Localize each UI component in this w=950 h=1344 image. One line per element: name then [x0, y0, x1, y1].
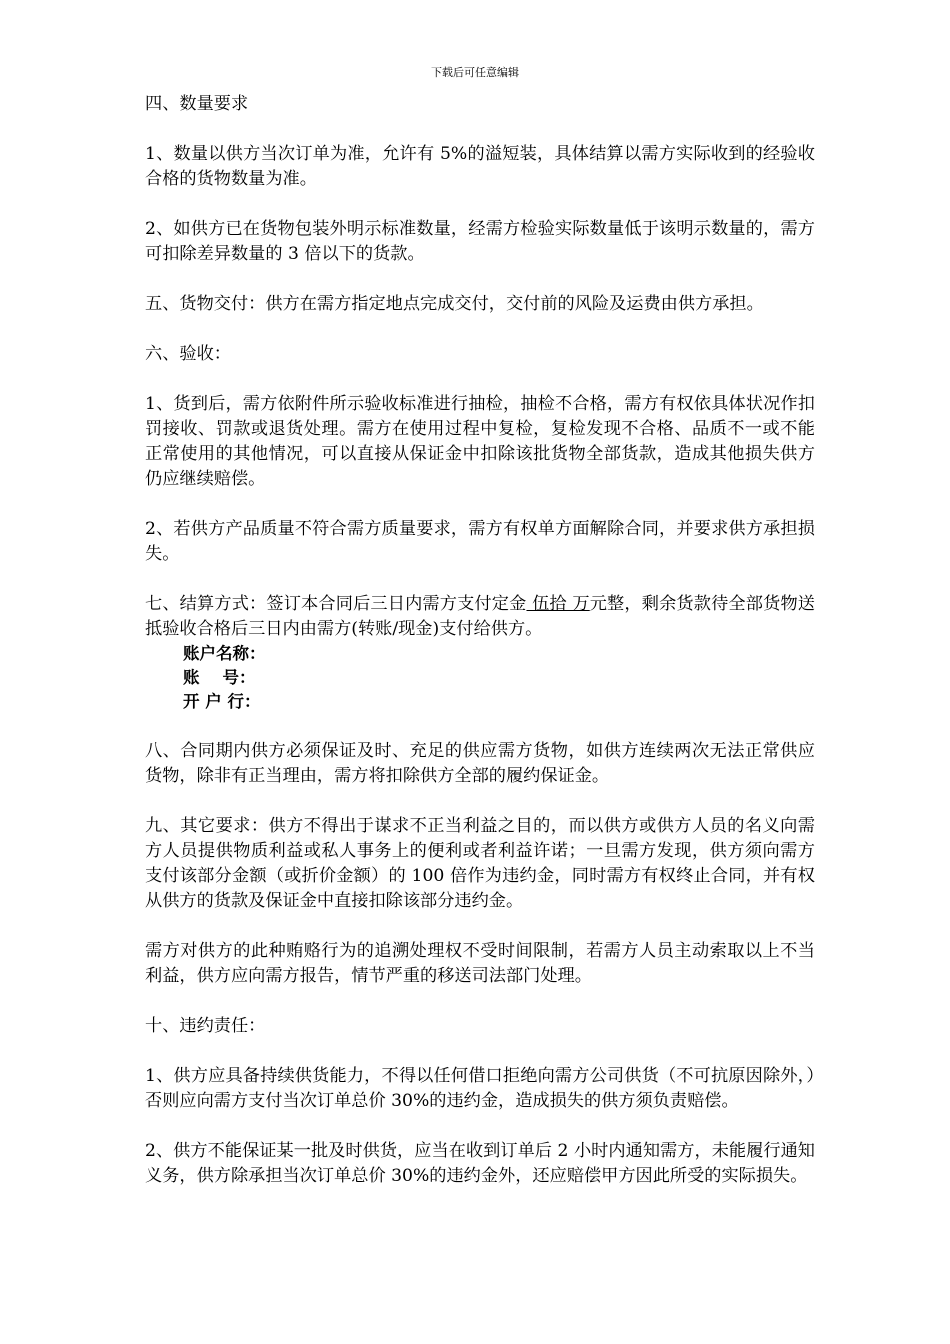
section-4-clause-1: 1、数量以供方当次订单为准，允许有 5%的溢短装，具体结算以需方实际收到的经验收合格的货物数量为准。	[145, 144, 815, 189]
section-4-title: 四、数量要求	[145, 94, 249, 114]
bank-label: 开 户 行：	[183, 692, 261, 711]
section-5-delivery: 五、货物交付：供方在需方指定地点完成交付，交付前的风险及运费由供方承担。	[145, 294, 764, 314]
document-body	[145, 92, 815, 1214]
section-10-clause-2: 2、供方不能保证某一批及时供货，应当在收到订单后 2 小时内通知需方，未能履行通知义务，供方除承担当次订单总价 30%的违约金外，还应赔偿甲方因此所受的实际损失。	[145, 1141, 815, 1186]
header-note: 下载后可任意编辑	[431, 66, 519, 79]
settlement-text-after: 元整，剩余货款待全部货物送抵验收合格后三日内由需方(转账/现金)支付给供方。	[145, 594, 815, 639]
section-4-clause-2: 2、如供方已在货物包装外明示标准数量，经需方检验实际数量低于该明示数量的，需方可扣除差异数量的 3 倍以下的货款。	[145, 219, 815, 264]
section-8: 八、合同期内供方必须保证及时、充足的供应需方货物，如供方连续两次无法正常供应货物，除非有正当理由，需方将扣除供方全部的履约保证金。	[145, 741, 815, 786]
section-6-clause-2: 2、若供方产品质量不符合需方质量要求，需方有权单方面解除合同，并要求供方承担损失。	[145, 519, 815, 564]
section-7-settlement	[145, 592, 815, 642]
settlement-text-before: 七、结算方式：签订本合同后三日内需方支付定金	[145, 594, 527, 614]
section-9-clause-2: 需方对供方的此种贿赂行为的追溯处理权不受时间限制，若需方人员主动索取以上不当利益，供方应向需方报告，情节严重的移送司法部门处理。	[145, 941, 815, 986]
section-6-clause-1: 1、货到后，需方依附件所示验收标准进行抽检，抽检不合格，需方有权依具体状况作扣罚接收、罚款或退货处理。需方在使用过程中复检，复检发现不合格、品质不一或不能正常使用的其他情况，可以直接从保证金中扣除该批货物全部货款，造成其他损失供方仍应继续赔偿。	[145, 394, 815, 489]
account-number-label: 账 号：	[183, 668, 256, 687]
section-10-title: 十、违约责任：	[145, 1016, 266, 1036]
section-6-title: 六、验收：	[145, 344, 231, 364]
section-10-clause-1: 1、供方应具备持续供货能力，不得以任何借口拒绝向需方公司供货（不可抗原因除外，）否则应向需方支付当次订单总价 30%的违约金，造成损失的供方须负责赔偿。	[145, 1066, 815, 1111]
deposit-amount: 伍拾 万	[526, 594, 590, 614]
bank-account-block	[145, 642, 815, 714]
section-9-clause-1: 九、其它要求：供方不得出于谋求不正当利益之目的，而以供方或供方人员的名义向需方人员提供物质利益或私人事务上的便利或者利益许诺；一旦需方发现，供方须向需方支付该部分金额（或折价金额）的 100 倍作为违约金，同时需方有权终止合同，并有权从供方的货款及保证金中直接扣除该部分违约金。	[145, 816, 815, 911]
account-name-label: 账户名称：	[183, 644, 266, 663]
